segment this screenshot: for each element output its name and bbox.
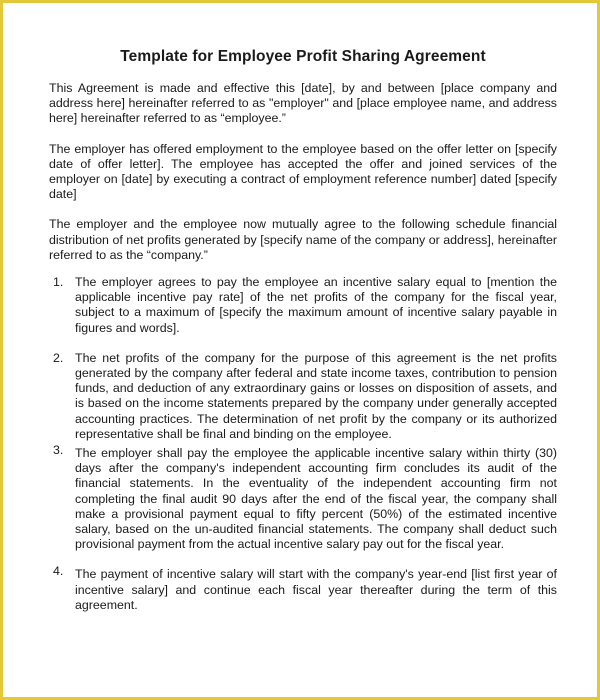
offer-paragraph: The employer has offered employment to the employee based on the offer letter on [specify date of offer letter]. The employee has accepted the offer and joined services of the employer on [date] by executing a contract of employment reference number] dated [specify date] bbox=[49, 141, 557, 202]
list-item bbox=[49, 275, 557, 336]
document-body bbox=[49, 47, 557, 628]
document-title: Template for Employee Profit Sharing Agreement bbox=[120, 48, 486, 65]
list-item-number: 4. bbox=[53, 564, 64, 579]
list-item bbox=[49, 564, 557, 613]
terms-list bbox=[49, 275, 557, 613]
intro-paragraph: This Agreement is made and effective this [date], by and between [place company and address here] hereinafter referred to as "employer" and [place employee name, and address here] hereinafter referred to as “employee.” bbox=[49, 81, 557, 126]
list-item bbox=[49, 443, 557, 552]
list-item bbox=[49, 351, 557, 442]
list-item-number: 3. bbox=[53, 443, 64, 458]
list-item-text: The payment of incentive salary will start with the company's year-end [list first year of incentive salary] and continue each fiscal year thereafter during the term of this agreement. bbox=[75, 567, 557, 612]
list-item-number: 1. bbox=[53, 275, 64, 290]
agreement-paragraph: The employer and the employee now mutually agree to the following schedule financial distribution of net profits generated by [specify name of the company or address], hereinafter referred to as the “company.” bbox=[49, 217, 557, 262]
list-item-text: The employer agrees to pay the employee an incentive salary equal to [mention the applicable incentive pay rate] of the net profits of the company for the fiscal year, subject to a maximum of [specify the maximum amount of incentive salary payable in figures and words]. bbox=[75, 275, 557, 335]
list-item-text: The employer shall pay the employee the applicable incentive salary within thirty (30) days after the company's independent accounting firm concludes its audit of the financial statements. In the eventuality of the independent accounting firm not completing the final audit 90 days after the end of the fiscal year, the company shall make a provisional payment equal to fifty percent (50%) of the estimated incentive salary, based on the un-audited financial statements. The company shall deduct such provisional payment from the actual incentive salary pay out for the fiscal year. bbox=[75, 446, 557, 552]
list-item-text: The net profits of the company for the purpose of this agreement is the net profits generated by the company after federal and state income taxes, contribution to pension funds, and deduction of any extraordinary gains or losses on disposition of assets, and is based on the income statements prepared by the company under generally accepted accounting practices. The determination of net profit by the company or its authorized representative shall be final and binding on the employee. bbox=[75, 350, 557, 441]
list-item-number: 2. bbox=[53, 350, 64, 365]
